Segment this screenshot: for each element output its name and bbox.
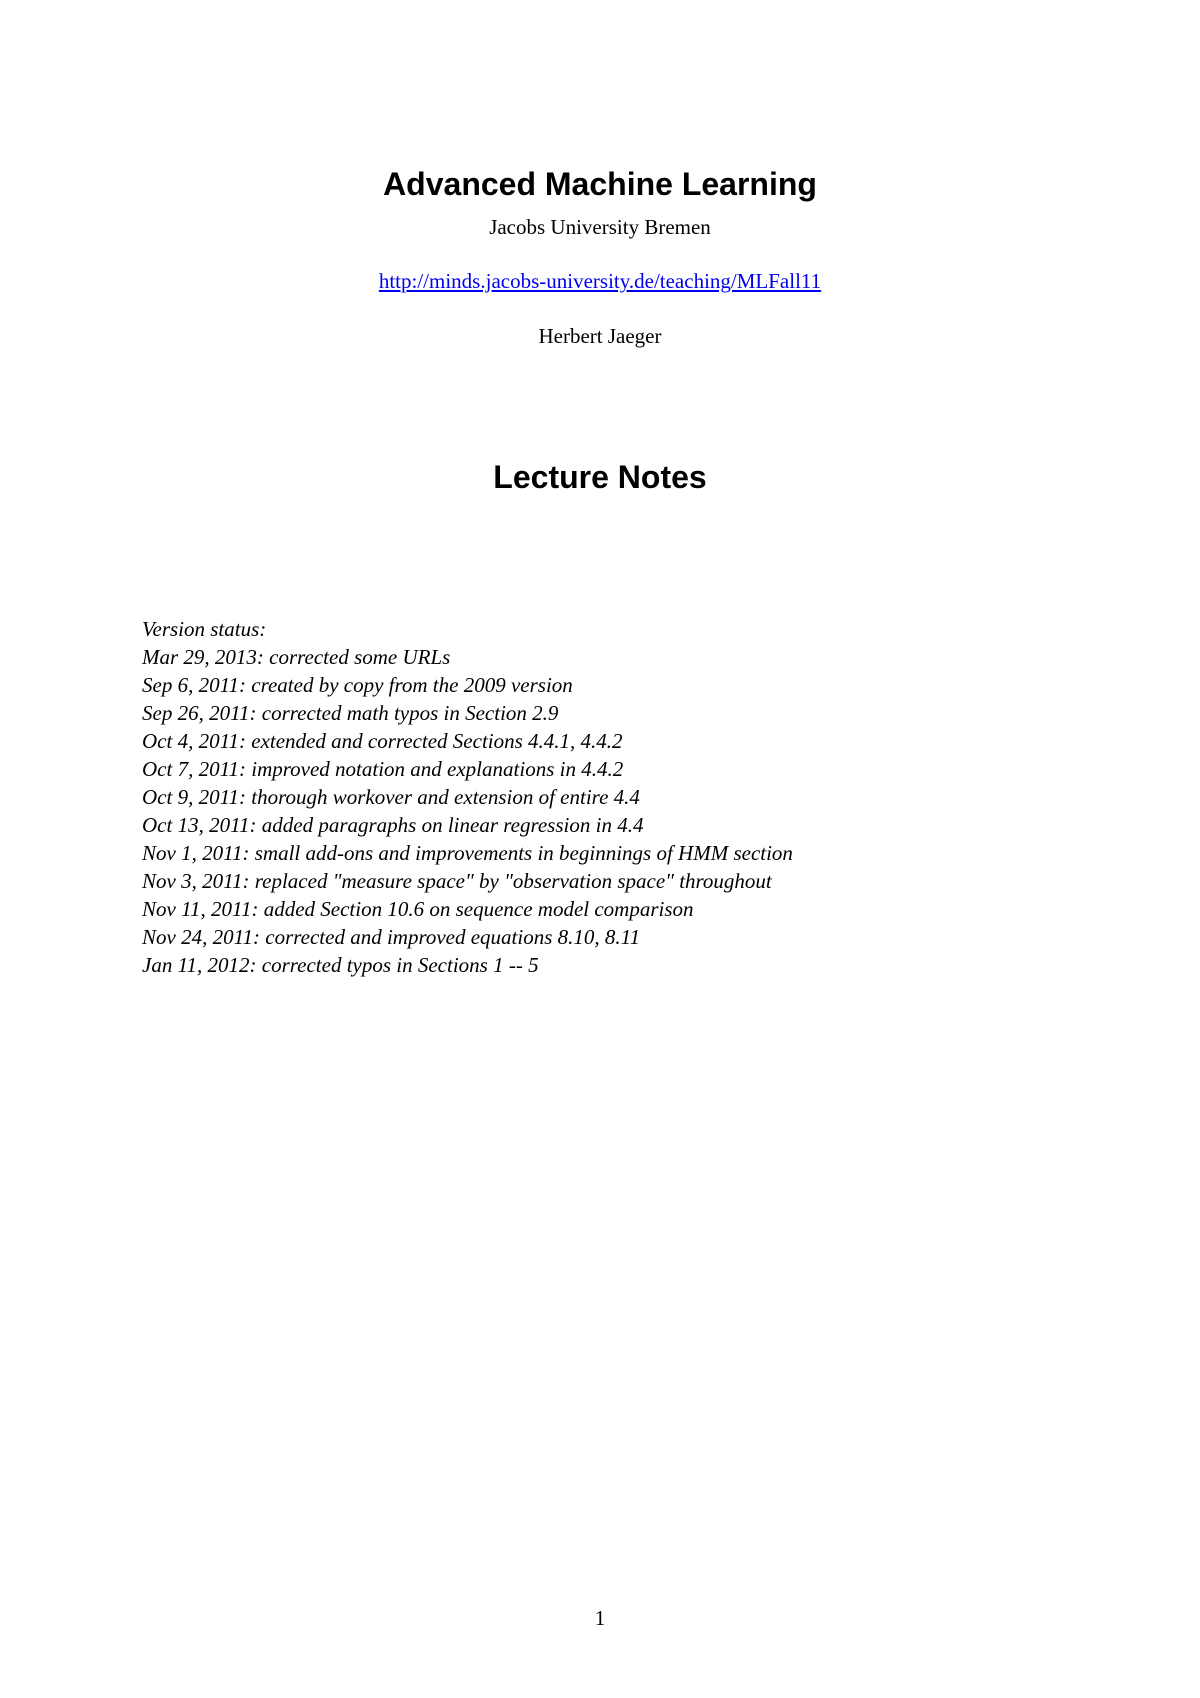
institution-name: Jacobs University Bremen: [489, 215, 711, 239]
document-type-heading: Lecture Notes: [493, 459, 707, 495]
course-url-line: [0, 268, 1200, 294]
course-url-link[interactable]: http://minds.jacobs-university.de/teaching/MLFall11: [378, 269, 822, 293]
version-entry: Sep 6, 2011: created by copy from the 2009 version: [142, 673, 573, 697]
version-entry: Nov 24, 2011: corrected and improved equations 8.10, 8.11: [142, 925, 641, 949]
version-entry: Mar 29, 2013: corrected some URLs: [142, 645, 451, 669]
page-number: 1: [594, 1606, 606, 1630]
version-entry: Nov 3, 2011: replaced "measure space" by "observation space" throughout: [142, 869, 772, 893]
version-status-heading: Version status:: [142, 617, 267, 641]
version-status-list: [142, 615, 1122, 979]
version-entry: Oct 7, 2011: improved notation and explanations in 4.4.2: [142, 757, 624, 781]
author-name: Herbert Jaeger: [538, 324, 662, 348]
version-entry: Nov 1, 2011: small add-ons and improvements in beginnings of HMM section: [142, 841, 793, 865]
version-entry: Oct 9, 2011: thorough workover and extension of entire 4.4: [142, 785, 640, 809]
document-title: Advanced Machine Learning: [383, 166, 817, 202]
version-entry: Oct 4, 2011: extended and corrected Sections 4.4.1, 4.4.2: [142, 729, 623, 753]
version-entry: Nov 11, 2011: added Section 10.6 on sequence model comparison: [142, 897, 694, 921]
version-entry: Oct 13, 2011: added paragraphs on linear regression in 4.4: [142, 813, 644, 837]
version-entry: Jan 11, 2012: corrected typos in Sections 1 -- 5: [142, 953, 539, 977]
version-entry: Sep 26, 2011: corrected math typos in Section 2.9: [142, 701, 559, 725]
